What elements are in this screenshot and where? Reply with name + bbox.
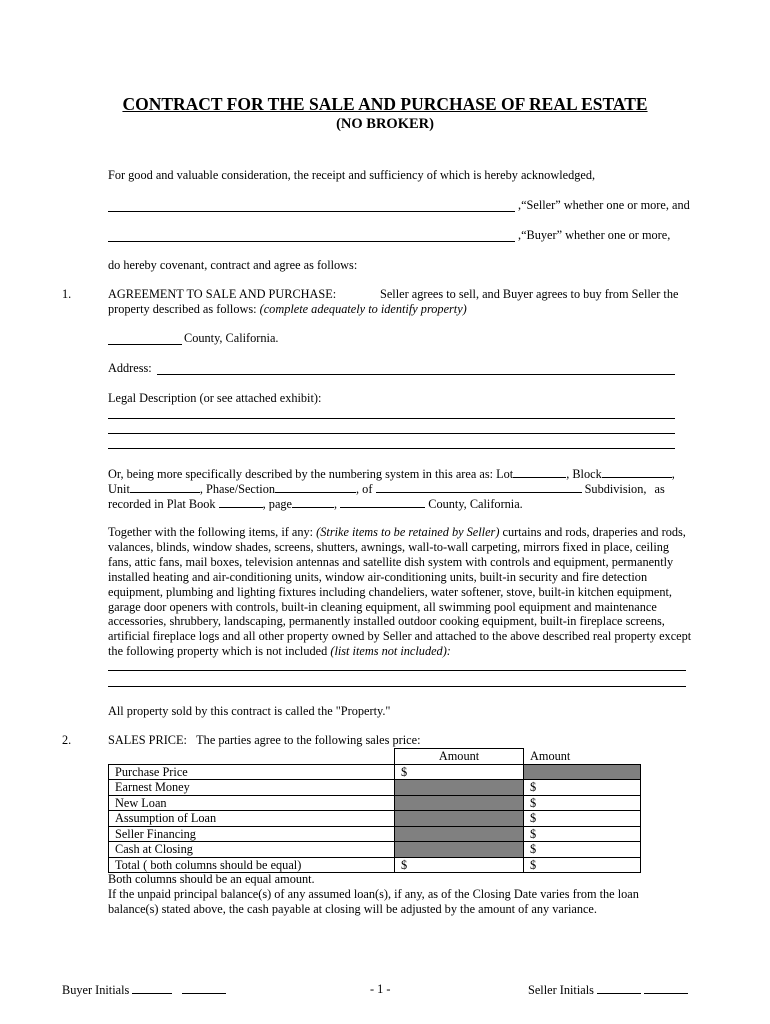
section-1-text: Seller agrees to sell, and Buyer agrees to buy from Seller the [380,287,679,301]
address-field[interactable] [157,374,675,375]
excluded-items-line-2[interactable] [108,686,686,687]
purchase-price-amount[interactable]: $ [395,764,524,780]
legal-description-line-3[interactable] [108,448,675,449]
assumption-of-loan-amount[interactable]: $ [524,811,641,827]
lot-field[interactable] [513,466,566,478]
phase-field[interactable] [275,481,356,493]
new-loan-amount[interactable]: $ [524,795,641,811]
seller-label: ,“Seller” whether one or more, and [518,198,690,212]
table-row: Purchase Price $ [109,764,641,780]
section-1-text2: property described as follows: (complete adequately to identify property) [108,302,467,316]
table-header-row [109,749,641,765]
section-2-heading: SALES PRICE: The parties agree to the following sales price: [108,733,421,747]
page-number: - 1 - [370,982,391,996]
excluded-items-line-1[interactable] [108,670,686,671]
sales-price-table [108,748,641,873]
table-row: Seller Financing $ [109,826,641,842]
plat-book-field[interactable] [219,496,263,508]
seller-name-field[interactable] [108,211,515,212]
seller-initials: Seller Initials [528,982,688,998]
included-items-paragraph: Together with the following items, if any: (Strike items to be retained by Seller) curtains and rods, draperies and rods, valances, blinds, window shades, screens, shutters, awnings, wall-to-wall carpeting, mirrors fixed in place, ceiling fans, attic fans, mail boxes, television antennas and satellite dish system with controls and equipment, permanently installed heating and air-conditioning units, window air-conditioning units, built-in security and fire detection equipment, plumbing and lighting fixtures including chandeliers, water softener, stove, built-in kitchen equipment, garage door openers with controls, built-in cleaning equipment, all swimming pool equipment and maintenance accessories, shrubbery, landscaping, permanently installed outdoor cooking equipment, built-in fireplace screens, artificial fireplace logs and all other property owned by Seller and attached to the above described real property except the following property which is not included (list items not included): [108,525,692,659]
buyer-initials-field-2[interactable] [182,982,226,994]
buyer-name-field[interactable] [108,241,515,242]
page-field[interactable] [292,496,334,508]
legal-description-line-1[interactable] [108,418,675,419]
section-1-heading: AGREEMENT TO SALE AND PURCHASE: [108,287,337,301]
seller-initials-field-2[interactable] [644,982,688,994]
seller-financing-amount[interactable]: $ [524,826,641,842]
covenant-text: do hereby covenant, contract and agree as follows: [108,258,358,272]
cash-at-closing-amount[interactable]: $ [524,842,641,858]
block-field[interactable] [602,466,672,478]
recorded-county-field[interactable] [340,496,425,508]
property-definition: All property sold by this contract is called the "Property." [108,704,391,718]
equal-amount-note: Both columns should be an equal amount. [108,872,315,886]
buyer-label: ,“Buyer” whether one or more, [518,228,671,242]
earnest-money-amount[interactable]: $ [524,780,641,796]
amount-header-2: Amount [524,749,641,765]
table-row: Assumption of Loan $ [109,811,641,827]
numbering-line-3: recorded in Plat Book , page , County, California. [108,497,523,511]
numbering-line-1: Or, being more specifically described by the numbering system in this area as: Lot , Block , [108,467,675,481]
total-amount-2[interactable]: $ [524,857,641,873]
section-2-number: 2. [62,733,72,747]
consideration-text: For good and valuable consideration, the receipt and sufficiency of which is hereby acknowledged, [108,168,596,182]
variance-note-line-2: balance(s) stated above, the cash payable at closing will be adjusted by the amount of any variance. [108,902,597,916]
county-label: County, California. [184,331,279,345]
seller-initials-field-1[interactable] [597,982,641,994]
table-row: Cash at Closing $ [109,842,641,858]
amount-header-1: Amount [395,749,524,765]
table-row: Total ( both columns should be equal) $ $ [109,857,641,873]
variance-note-line-1: If the unpaid principal balance(s) of any assumed loan(s), if any, as of the Closing Date varies from the loan [108,887,639,901]
numbering-line-2: Unit , Phase/Section , of Subdivision, as [108,482,665,496]
address-label: Address: [108,361,152,375]
table-row: New Loan $ [109,795,641,811]
county-field[interactable] [108,344,182,345]
unit-field[interactable] [130,481,200,493]
section-1-number: 1. [62,287,72,301]
subdivision-field[interactable] [376,481,582,493]
total-amount-1[interactable]: $ [395,857,524,873]
buyer-initials: Buyer Initials [62,982,226,998]
document-subtitle: (NO BROKER) [336,116,434,132]
legal-description-line-2[interactable] [108,433,675,434]
document-title: CONTRACT FOR THE SALE AND PURCHASE OF REAL ESTATE [122,94,648,114]
buyer-initials-field-1[interactable] [132,982,172,994]
table-row: Earnest Money $ [109,780,641,796]
legal-description-label: Legal Description (or see attached exhibit): [108,391,322,405]
